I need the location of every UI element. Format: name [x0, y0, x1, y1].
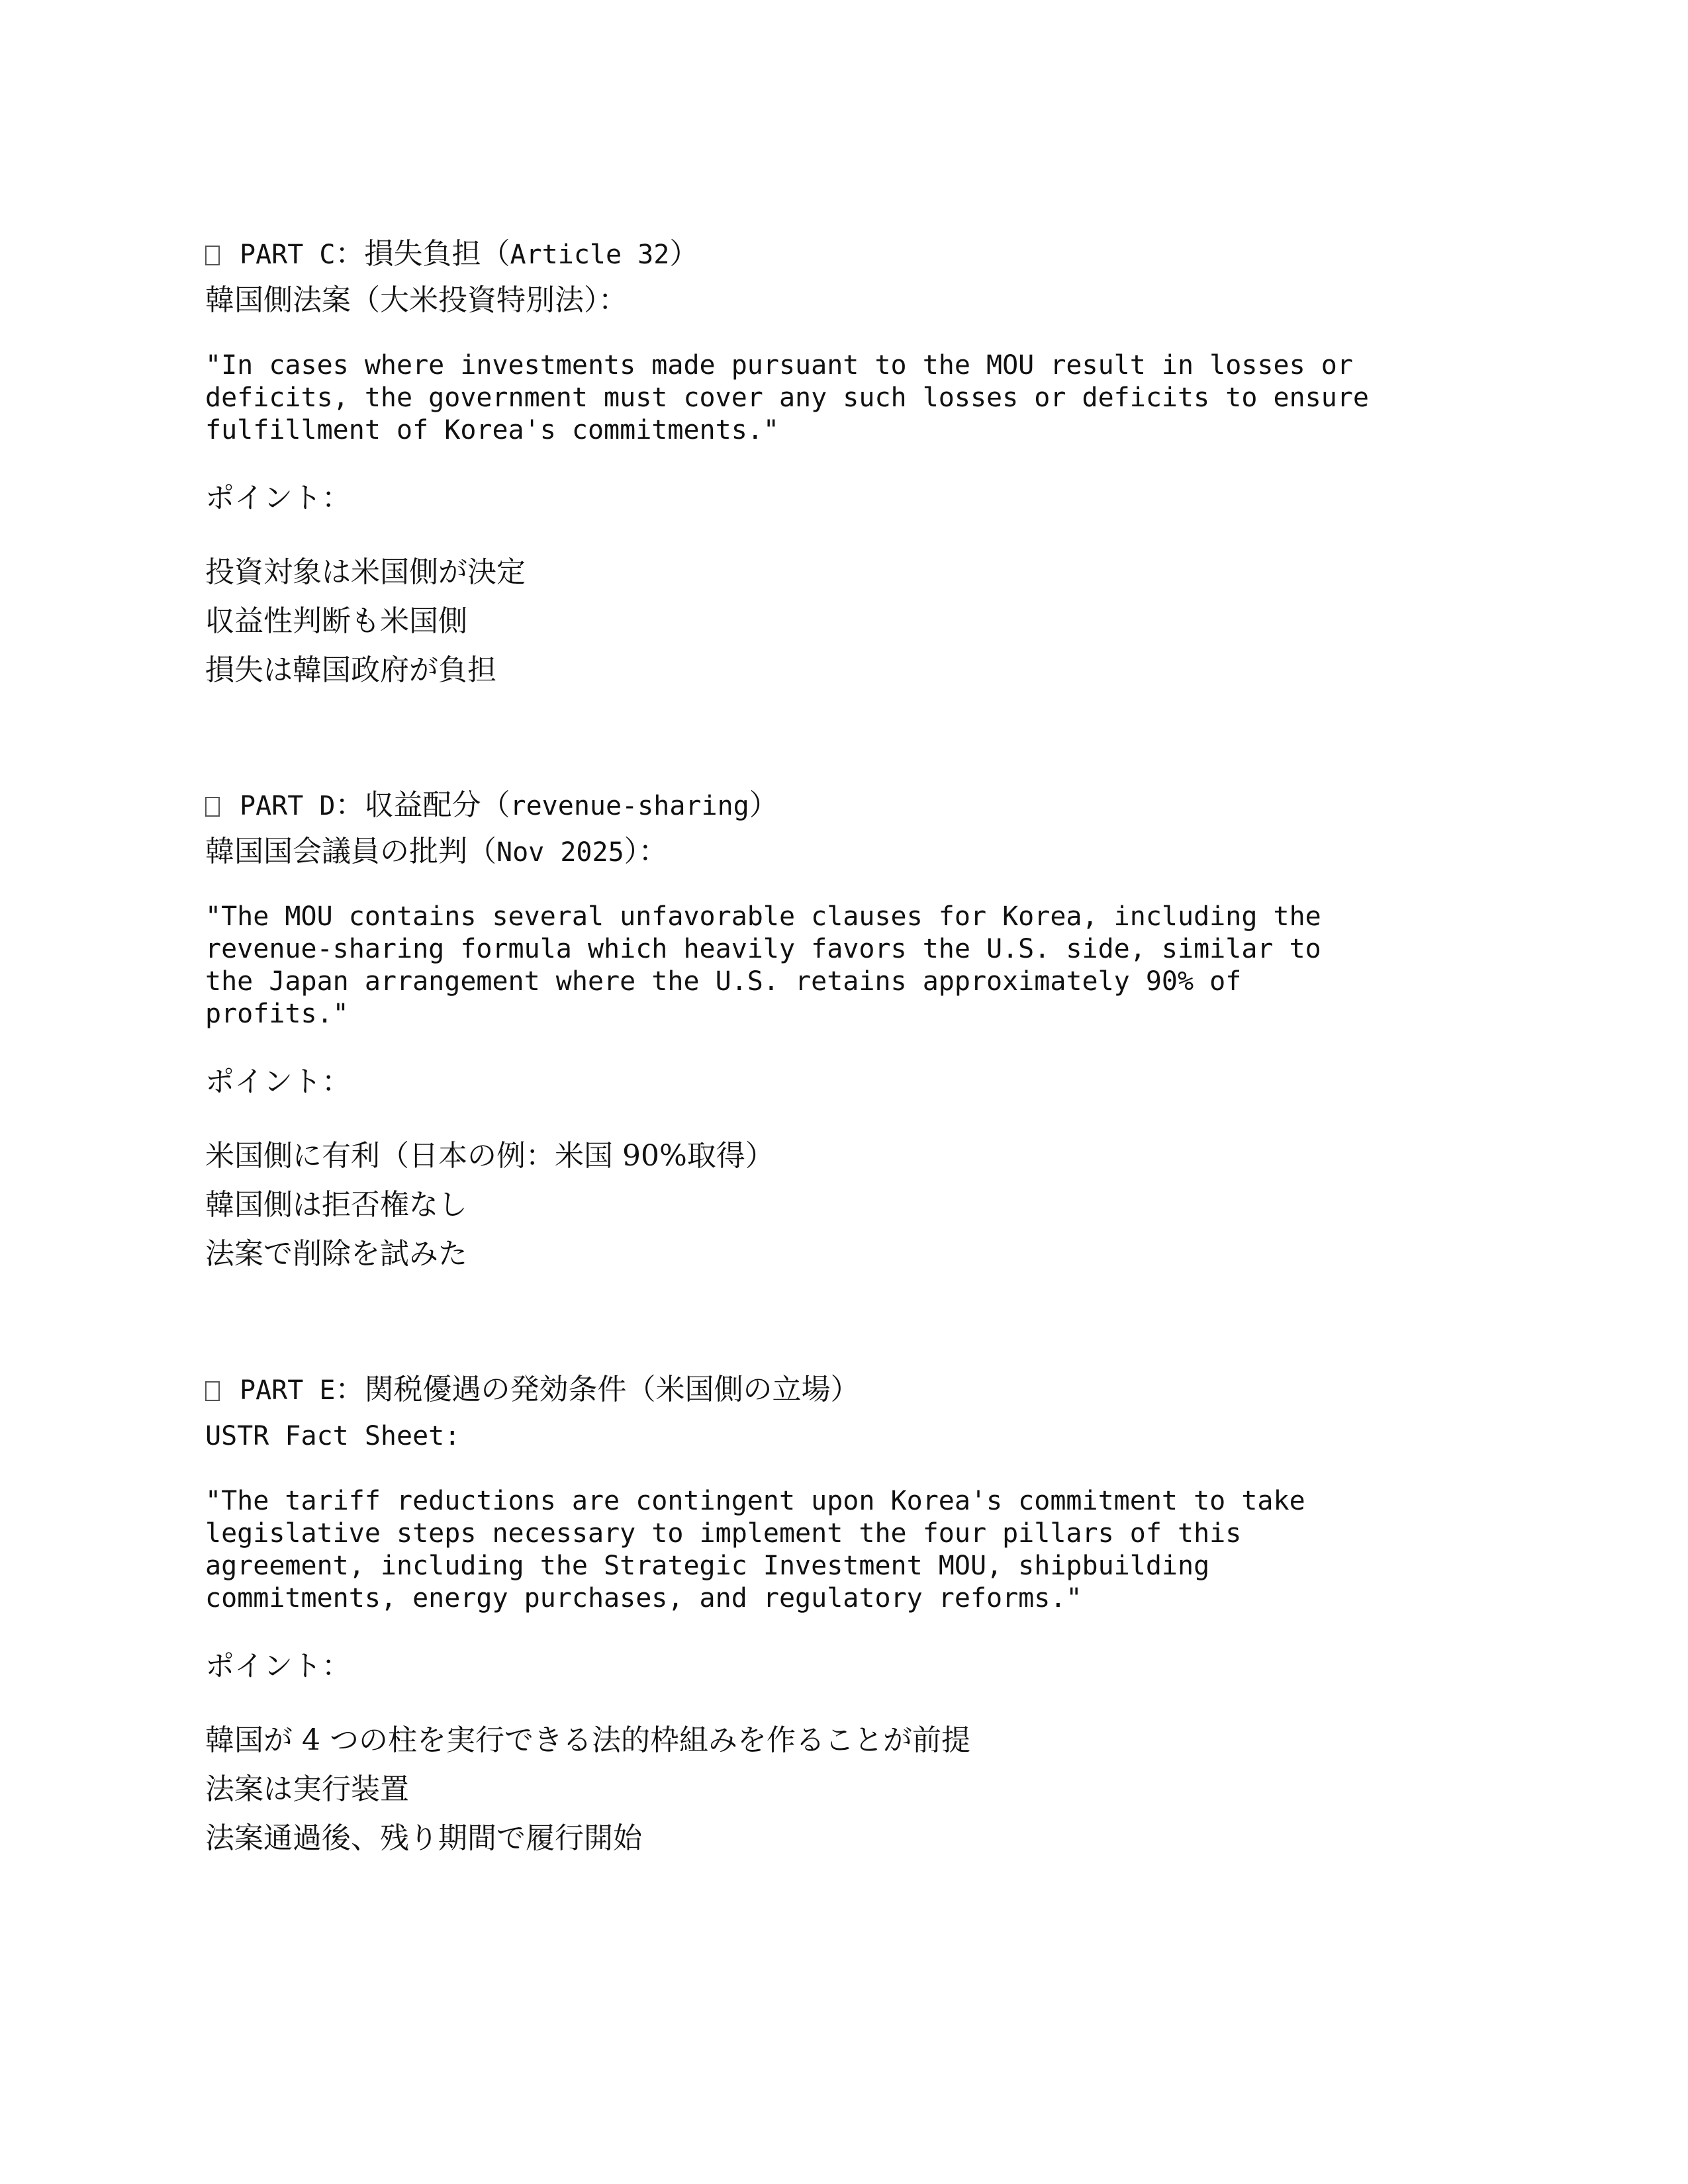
quote-block: "The MOU contains several unfavorable clauses for Korea, including the revenue-sharing formula which heavily favors the U.S. side, similar to the Japan arrangement where the U.S. retains approximately 90% of profits." [205, 901, 1321, 1029]
subheading [205, 833, 1529, 870]
heading-title: ：関税優遇の発効条件（米国側の立場） [335, 1373, 860, 1406]
list-item: 韓国が 4 つの柱を実行できる法的枠組みを作ることが前提 [205, 1723, 970, 1757]
list-item: 韓国側は拒否権なし [205, 1188, 467, 1222]
point-label: ポイント： [205, 1065, 351, 1099]
list-item: 法案は実行装置 [205, 1772, 409, 1806]
subheading: USTR Fact Sheet: [205, 1421, 461, 1451]
quote-block: "In cases where investments made pursuant to the MOU result in losses or deficits, the government must cover any such losses or deficits to ensure fulfillment of Korea's commitments." [205, 350, 1369, 445]
heading-close: ） [749, 788, 778, 822]
section-part-d [205, 787, 1529, 1285]
bullet-list [205, 1722, 1529, 1857]
bullet-list [205, 554, 1529, 689]
heading-prefix: PART E [240, 1375, 336, 1406]
heading-ref: Article 32 [510, 240, 670, 270]
list-item: 投資対象は米国側が決定 [205, 555, 526, 589]
list-item: 収益性判断も米国側 [205, 604, 467, 638]
missing-glyph-icon [205, 797, 220, 817]
missing-glyph-icon [205, 246, 220, 265]
subheading-close: ）： [624, 835, 668, 868]
list-item: 損失は韓国政府が負担 [205, 653, 496, 687]
heading-prefix: PART C [240, 240, 336, 270]
heading-ref: revenue-sharing [510, 791, 749, 821]
missing-glyph-icon [205, 1381, 220, 1401]
subheading-date: Nov 2025 [496, 837, 624, 868]
quote-block: "The tariff reductions are contingent upon Korea's commitment to take legislative steps necessary to implement the four pillars of this agreement, including the Strategic Investment MOU, shipbuilding commitments, energy purchases, and regulatory reforms." [205, 1486, 1305, 1614]
heading-close: ） [669, 237, 699, 271]
section-heading [205, 787, 1529, 824]
point-label: ポイント： [205, 1649, 351, 1683]
section-part-c [205, 236, 1529, 701]
point-label: ポイント： [205, 481, 351, 515]
heading-title: ：収益配分（ [335, 788, 510, 822]
heading-prefix: PART D [240, 791, 336, 821]
section-part-e [205, 1371, 1529, 1869]
list-item: 法案で削除を試みた [205, 1237, 467, 1271]
heading-title: ：損失負担（ [335, 237, 510, 271]
list-item: 法案通過後、残り期間で履行開始 [205, 1821, 642, 1855]
bullet-list [205, 1138, 1529, 1273]
list-item: 米国側に有利（日本の例：米国 90%取得） [205, 1139, 774, 1173]
subheading-text: 韓国国会議員の批判（ [205, 835, 496, 868]
section-heading [205, 1371, 1529, 1408]
section-heading [205, 236, 1529, 273]
subheading: 韓国側法案（大米投資特別法）： [205, 283, 628, 317]
